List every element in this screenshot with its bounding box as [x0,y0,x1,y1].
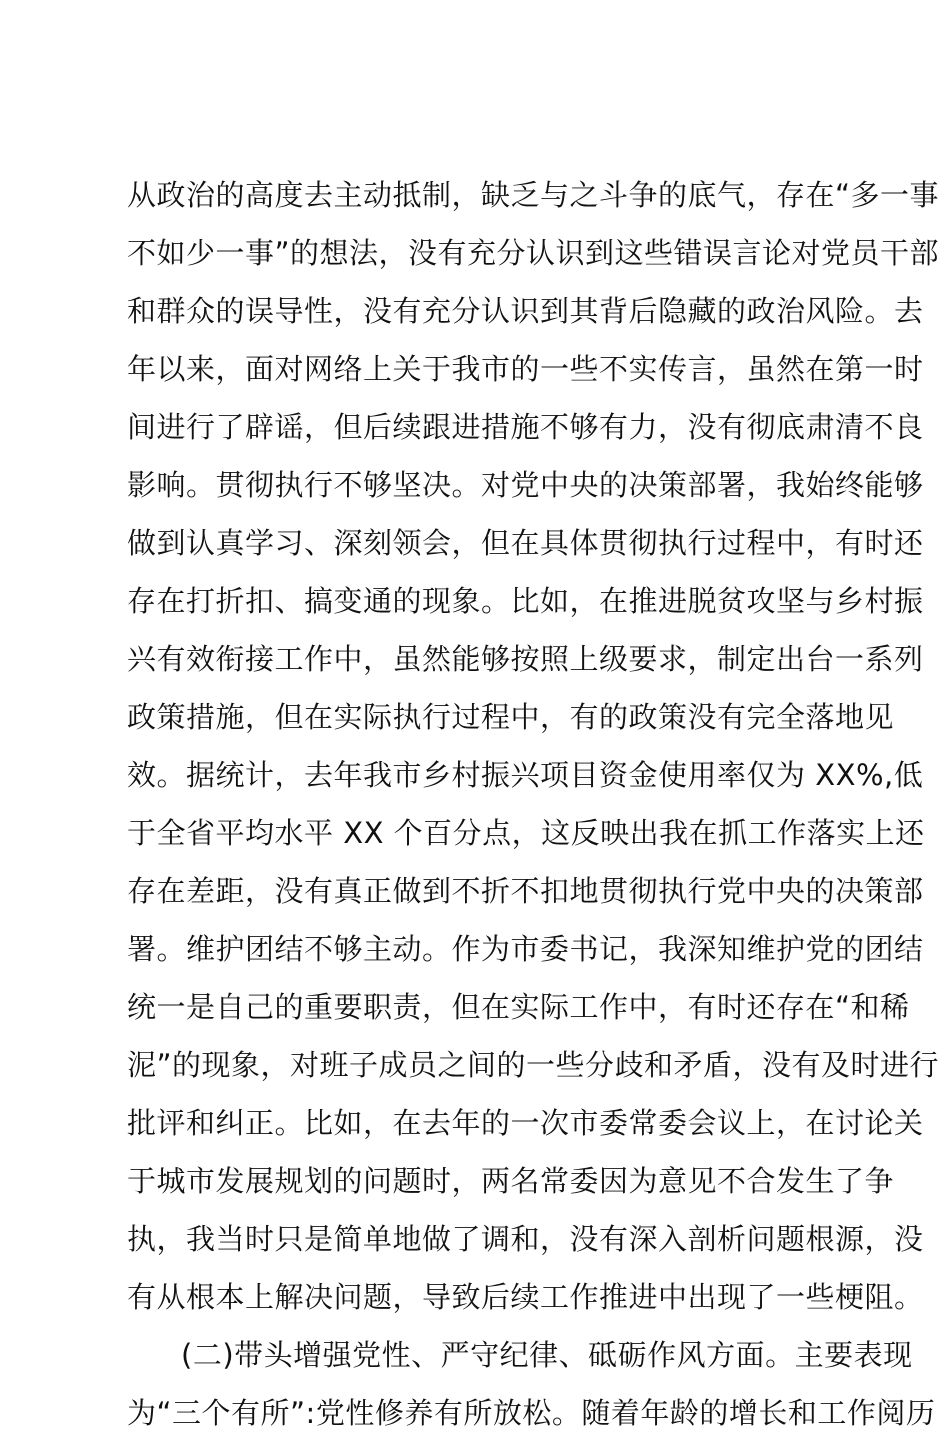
text-line: 和群众的误导性，没有充分认识到其背后隐藏的政治风险。去 [127,294,924,328]
text-line: 间进行了辟谣，但后续跟进措施不够有力，没有彻底肃清不良 [127,410,924,444]
section-heading-line: (二)带头增强党性、严守纪律、砥砺作风方面。主要表现 [181,1338,913,1372]
text-line: 有从根本上解决问题，导致后续工作推进中出现了一些梗阻。 [127,1280,924,1314]
text-line: 于全省平均水平 XX 个百分点，这反映出我在抓工作落实上还 [127,816,925,850]
text-line: 执，我当时只是简单地做了调和，没有深入剖析问题根源，没 [127,1222,924,1256]
text-line: 年以来，面对网络上关于我市的一些不实传言，虽然在第一时 [127,352,924,386]
text-line: 署。维护团结不够主动。作为市委书记，我深知维护党的团结 [127,932,924,966]
text-line: 于城市发展规划的问题时，两名常委因为意见不合发生了争 [127,1164,895,1198]
text-line: 做到认真学习、深刻领会，但在具体贯彻执行过程中，有时还 [127,526,924,560]
text-line: 存在差距，没有真正做到不折不扣地贯彻执行党中央的决策部 [127,874,924,908]
text-line: 效。据统计，去年我市乡村振兴项目资金使用率仅为 XX%,低 [127,758,924,792]
text-line: 泥”的现象，对班子成员之间的一些分歧和矛盾，没有及时进行 [127,1048,940,1082]
text-line: 统一是自己的重要职责，但在实际工作中，有时还存在“和稀 [127,990,910,1024]
text-line: 从政治的高度去主动抵制，缺乏与之斗争的底气，存在“多一事 [127,178,940,212]
text-line: 政策措施，但在实际执行过程中，有的政策没有完全落地见 [127,700,895,734]
text-line: 不如少一事”的想法，没有充分认识到这些错误言论对党员干部 [127,236,940,270]
document-body [127,172,940,1448]
text-line: 影响。贯彻执行不够坚决。对党中央的决策部署，我始终能够 [127,468,924,502]
text-line: 批评和纠正。比如，在去年的一次市委常委会议上，在讨论关 [127,1106,924,1140]
text-line: 存在打折扣、搞变通的现象。比如，在推进脱贫攻坚与乡村振 [127,584,924,618]
text-line: 为“三个有所”:党性修养有所放松。随着年龄的增长和工作阅历 [127,1396,936,1430]
text-line: 兴有效衔接工作中，虽然能够按照上级要求，制定出台一系列 [127,642,924,676]
